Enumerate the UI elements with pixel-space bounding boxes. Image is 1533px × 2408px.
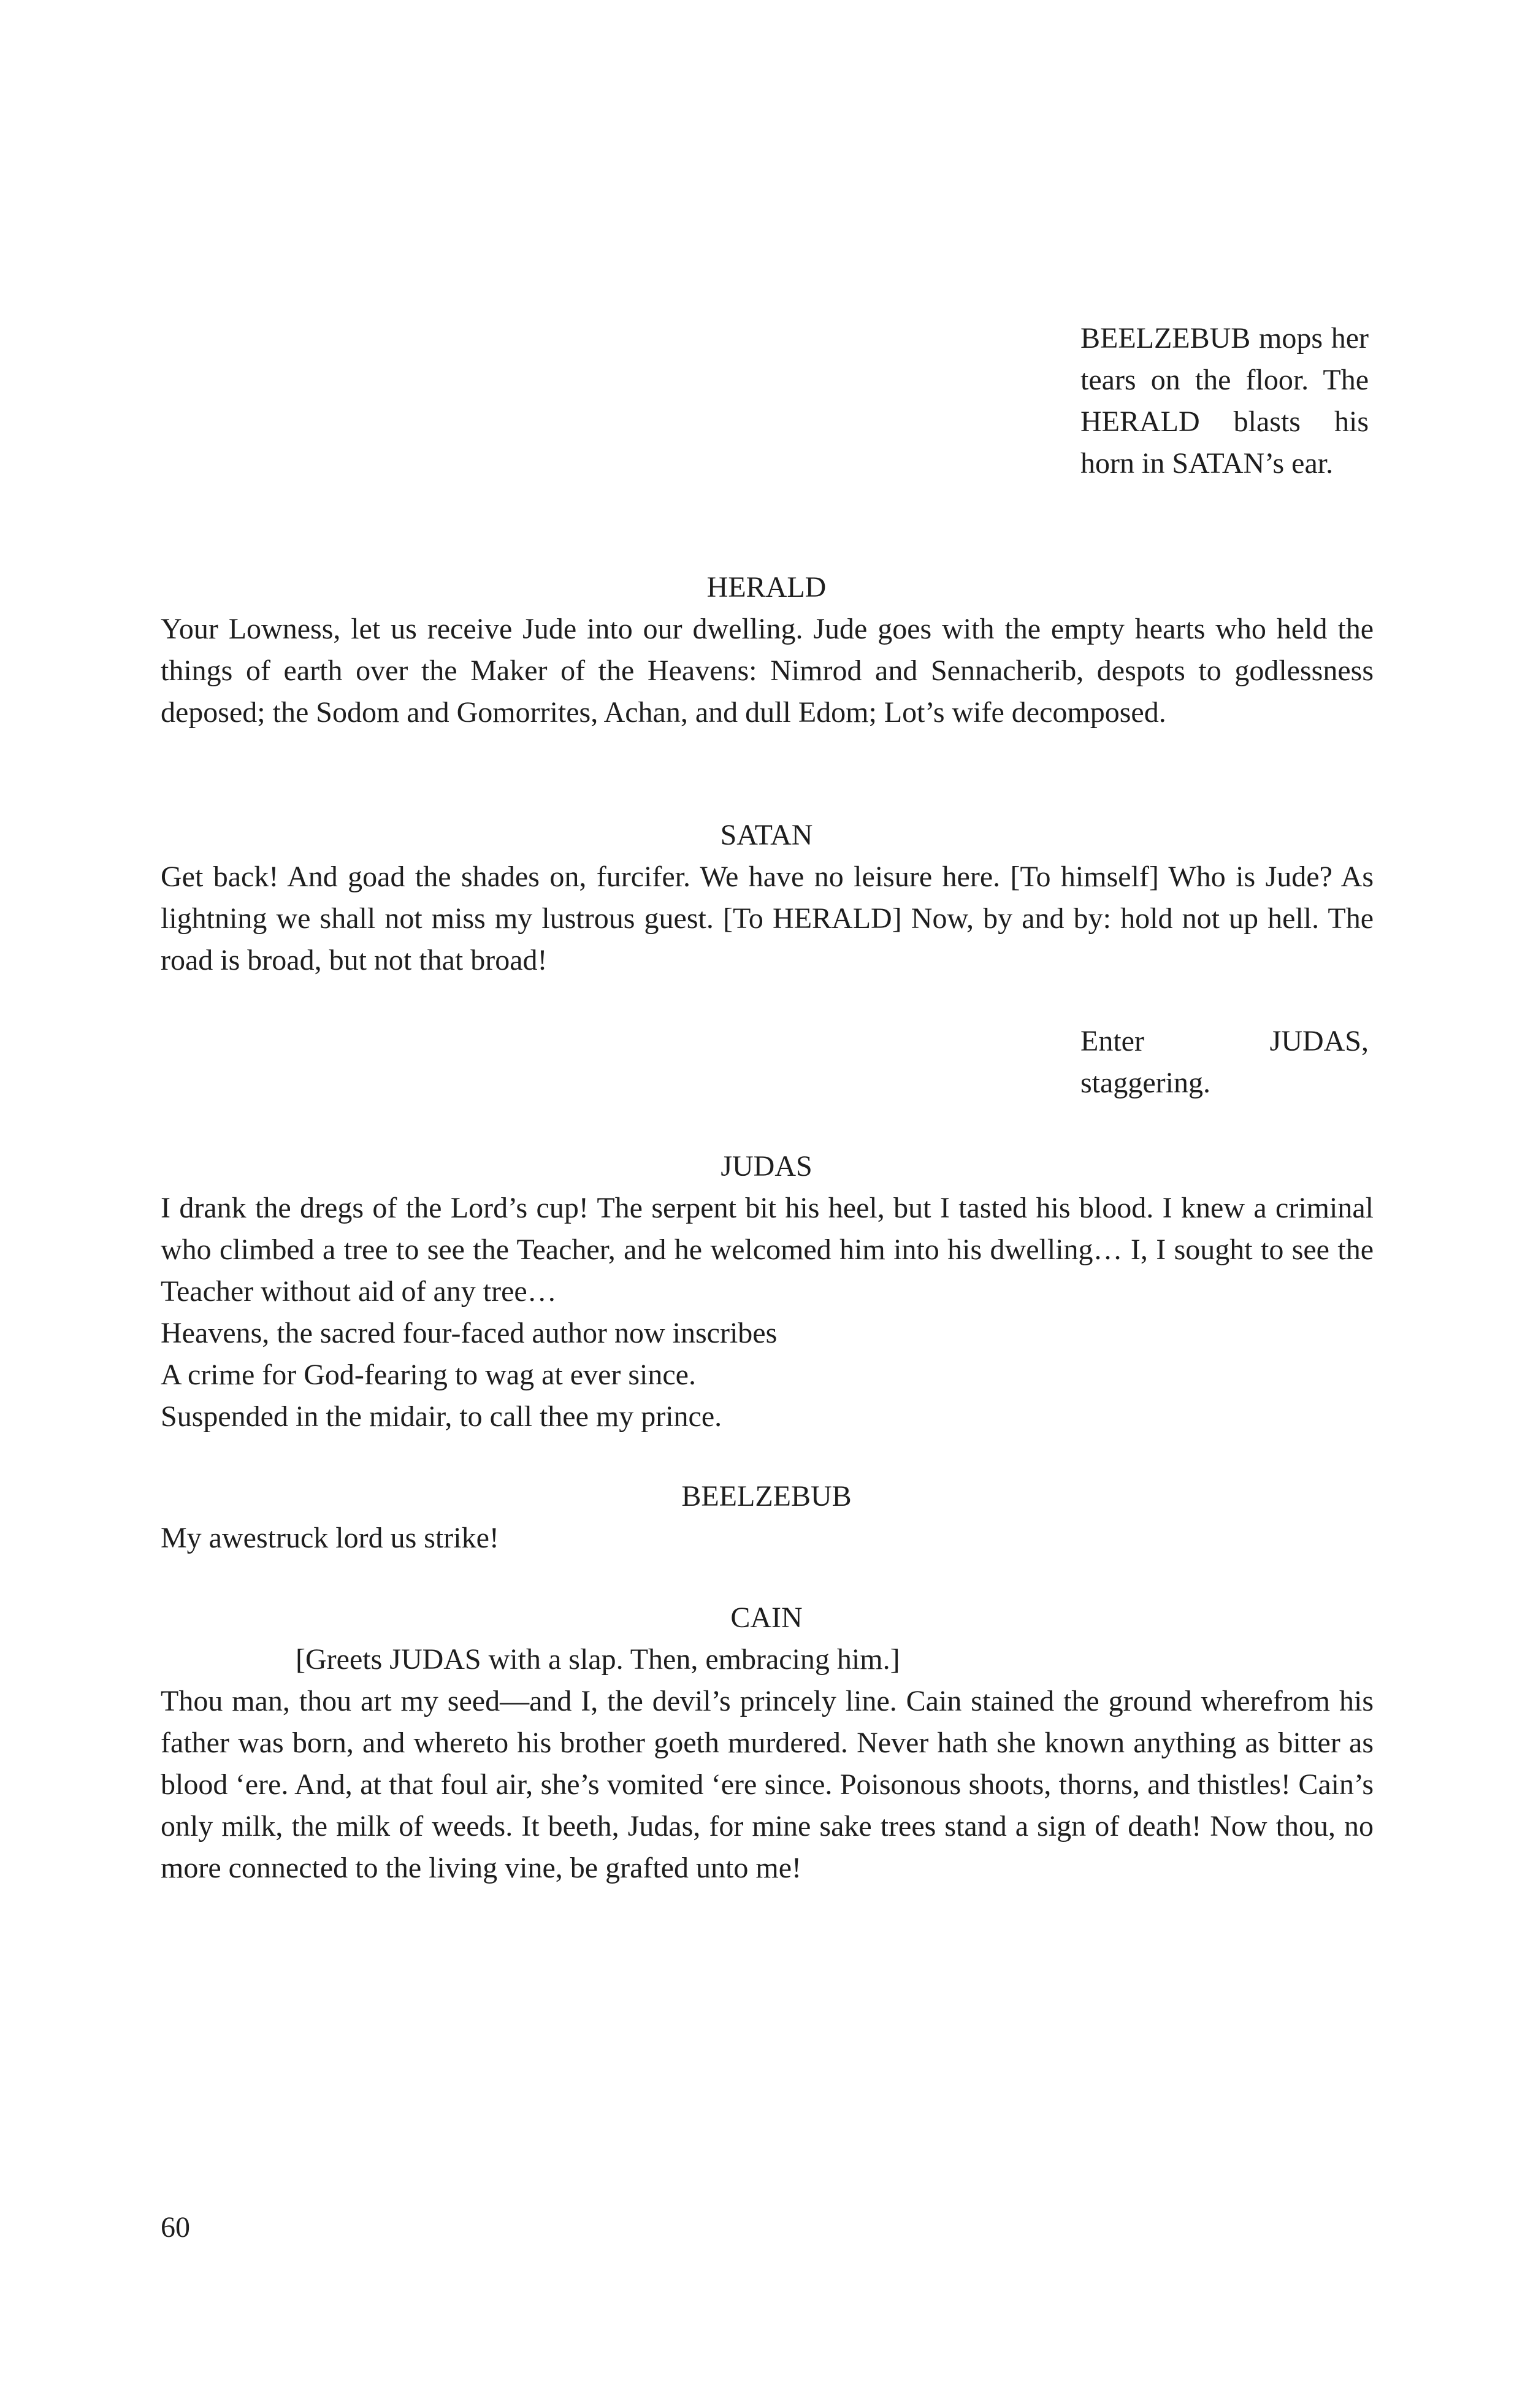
speech-judas-verse-line: A crime for God-fearing to wag at ever since. (161, 1359, 696, 1391)
speech-beelzebub: My awestruck lord us strike! (161, 1522, 499, 1554)
speaker-judas: JUDAS (721, 1150, 812, 1183)
speaker-herald: HERALD (706, 571, 827, 604)
stage-direction-beelzebub-mops: BEELZEBUB mops her tears on the floor. The HERALD blasts his horn in SATAN’s ear. (1080, 322, 1369, 480)
speaker-beelzebub: BEELZEBUB (681, 1480, 852, 1513)
speech-herald: Your Lowness, let us receive Jude into our dwelling. Jude goes with the empty hearts who held the things of earth over the Maker of the Heavens: Nimrod and Sennacherib, despots to godlessness deposed; the Sodom and Gomorrites, Achan, and dull Edom; Lot’s wife decomposed. (161, 613, 1374, 729)
speech-satan: Get back! And goad the shades on, furcifer. We have no leisure here. [To himself] Who is Jude? As lightning we shall not miss my lustrous guest. [To HERALD] Now, by and by: hold not up hell. The road is broad, but not that broad! (161, 861, 1374, 976)
stage-direction-enter-judas: Enter JUDAS, staggering. (1080, 1025, 1369, 1099)
speech-judas-verse-line: Suspended in the midair, to call thee my prince. (161, 1400, 722, 1433)
speech-cain: Thou man, thou art my seed—and I, the devil’s princely line. Cain stained the ground wherefrom his father was born, and whereto his brother goeth murdered. Never hath she known anything as bitter as blood ‘ere. And, at that foul air, she’s vomited ‘ere since. Poisonous shoots, thorns, and thistles! Cain’s only milk, the milk of weeds. It beeth, Judas, for mine sake trees stand a sign of death! Now thou, no more connected to the living vine, be grafted unto me! (161, 1685, 1374, 1884)
speech-judas-prose: I drank the dregs of the Lord’s cup! The serpent bit his heel, but I tasted his blood. I knew a criminal who climbed a tree to see the Teacher, and he welcomed him into his dwelling… I, I sought to see the Teacher without aid of any tree… (161, 1192, 1374, 1308)
stage-direction-cain: [Greets JUDAS with a slap. Then, embracing him.] (296, 1643, 900, 1676)
page-number: 60 (161, 2211, 190, 2244)
speech-judas-verse-line: Heavens, the sacred four-faced author now inscribes (161, 1317, 778, 1349)
speaker-cain: CAIN (730, 1601, 803, 1634)
speaker-satan: SATAN (720, 819, 813, 851)
